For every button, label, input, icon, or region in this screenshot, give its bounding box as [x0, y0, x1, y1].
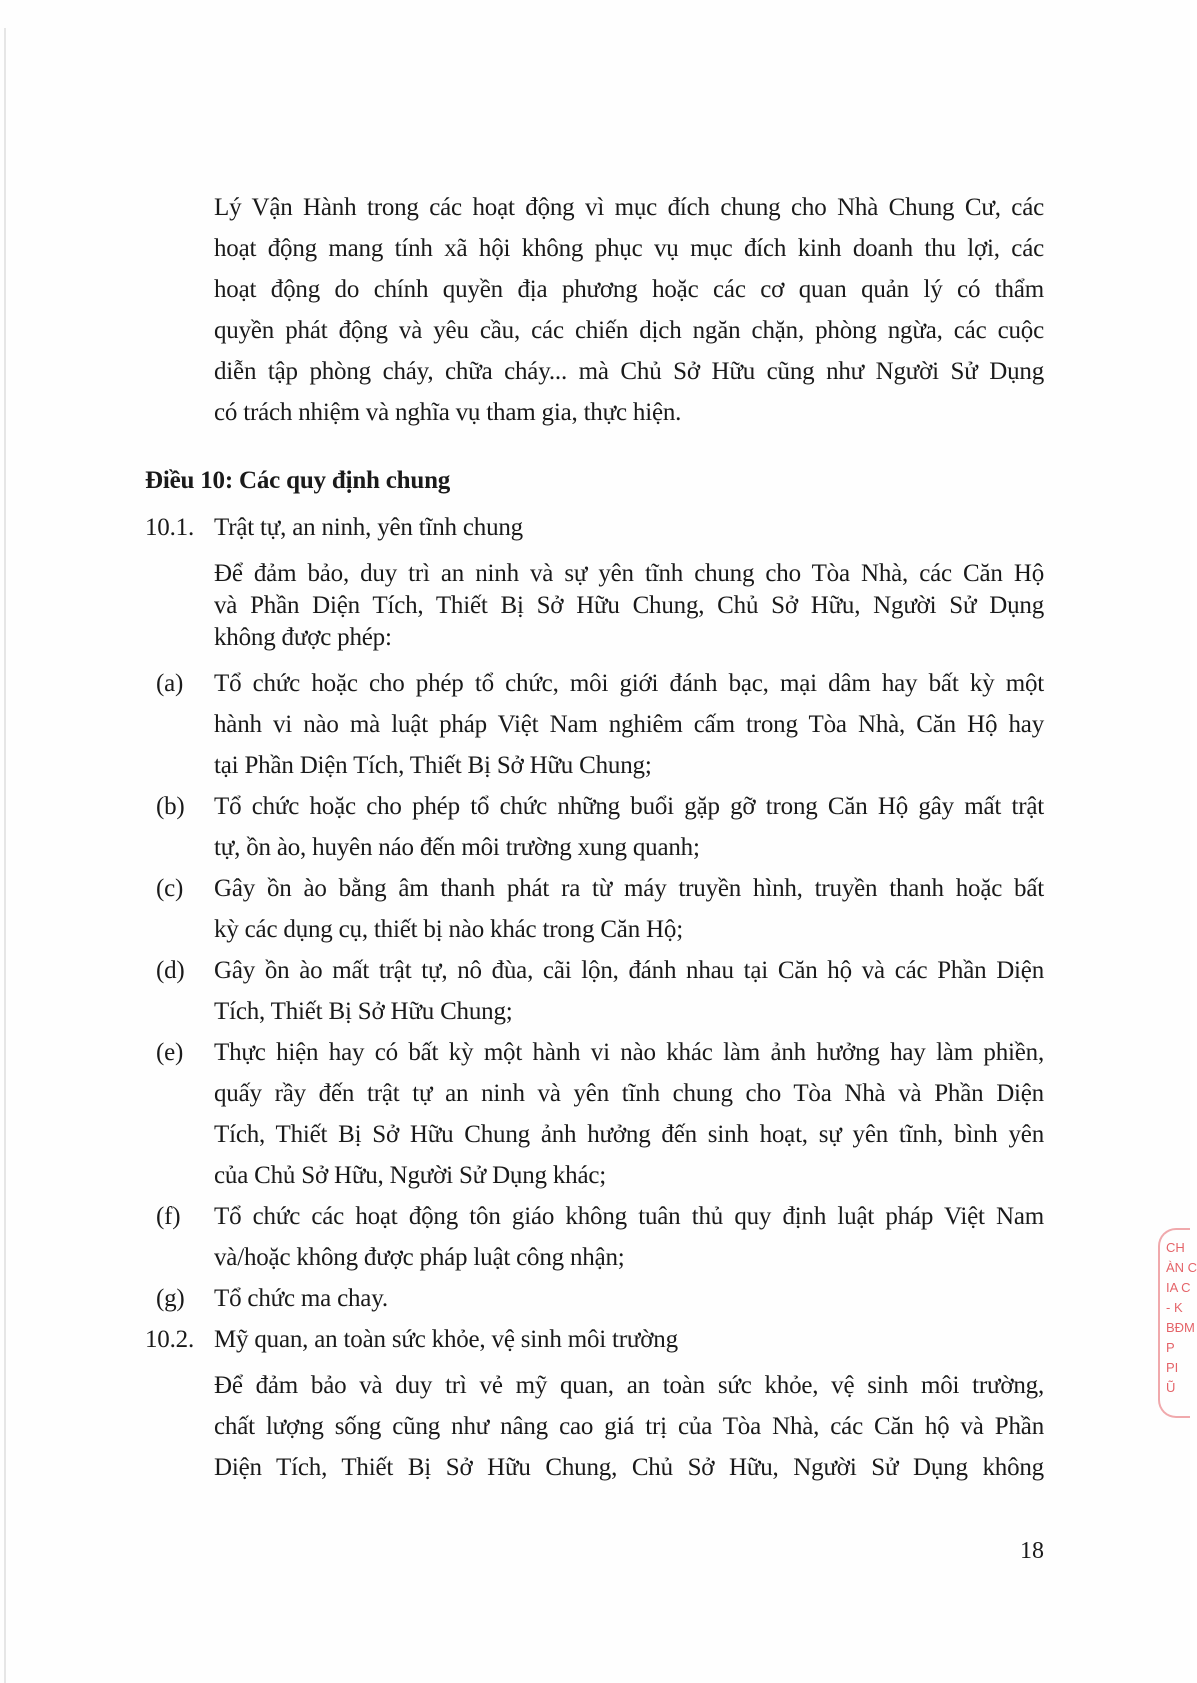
list-item-line: tại Phần Diện Tích, Thiết Bị Sở Hữu Chung; [214, 752, 652, 779]
stamp-fragment: PI [1166, 1360, 1179, 1375]
list-item-line: Tổ chức ma chay. [214, 1285, 388, 1312]
scan-edge-line [4, 28, 6, 1683]
list-item-line: Tích, Thiết Bị Sở Hữu Chung; [214, 998, 513, 1025]
section-lead-line: chất lượng sống cũng như nâng cao giá trị của Tòa Nhà, các Căn hộ và Phần [214, 1413, 1044, 1440]
list-item-line: hành vi nào mà luật pháp Việt Nam nghiêm cấm trong Tòa Nhà, Căn Hộ hay [214, 711, 1044, 738]
list-item-line: Tổ chức các hoạt động tôn giáo không tuân thủ quy định luật pháp Việt Nam [214, 1203, 1044, 1230]
list-item-line: kỳ các dụng cụ, thiết bị nào khác trong Căn Hộ; [214, 916, 683, 943]
list-item-line: tự, ồn ào, huyên náo đến môi trường xung quanh; [214, 834, 700, 861]
list-item-line: Tích, Thiết Bị Sở Hữu Chung ảnh hưởng đến sinh hoạt, sự yên tĩnh, bình yên [214, 1121, 1044, 1148]
article-heading: Điều 10: Các quy định chung [145, 467, 451, 494]
section-number: 10.2. [145, 1326, 195, 1353]
section-title: Mỹ quan, an toàn sức khỏe, vệ sinh môi trường [214, 1326, 678, 1353]
list-item-line: Tổ chức hoặc cho phép tổ chức, môi giới đánh bạc, mại dâm hay bất kỳ một [214, 670, 1044, 697]
list-item-label: (e) [156, 1039, 184, 1066]
section-lead-line: và Phần Diện Tích, Thiết Bị Sở Hữu Chung, Chủ Sở Hữu, Người Sử Dụng [214, 592, 1044, 619]
list-item-line: và/hoặc không được pháp luật công nhận; [214, 1244, 625, 1271]
stamp-fragment: ÀN C [1166, 1260, 1197, 1275]
intro-line: hoạt động mang tính xã hội không phục vụ mục đích kinh doanh thu lợi, các [214, 235, 1044, 262]
list-item-label: (c) [156, 875, 184, 902]
section-lead-line: Diện Tích, Thiết Bị Sở Hữu Chung, Chủ Sở Hữu, Người Sử Dụng không [214, 1454, 1044, 1481]
intro-line: quyền phát động và yêu cầu, các chiến dịch ngăn chặn, phòng ngừa, các cuộc [214, 317, 1044, 344]
section-title: Trật tự, an ninh, yên tĩnh chung [214, 514, 523, 541]
stamp-fragment: CH [1166, 1240, 1185, 1255]
stamp-fragment: Ũ [1166, 1380, 1176, 1395]
intro-line: có trách nhiệm và nghĩa vụ tham gia, thực hiện. [214, 399, 682, 426]
stamp-fragment: - K [1166, 1300, 1183, 1315]
list-item-label: (a) [156, 670, 184, 697]
stamp-fragment: P [1166, 1340, 1175, 1355]
section-number: 10.1. [145, 514, 195, 541]
stamp-fragment: IA C [1166, 1280, 1191, 1295]
list-item-label: (b) [156, 793, 185, 820]
seal-stamp [1158, 1228, 1197, 1418]
list-item-line: quấy rầy đến trật tự an ninh và yên tĩnh chung cho Tòa Nhà và Phần Diện [214, 1080, 1044, 1107]
section-lead-line: không được phép: [214, 624, 392, 651]
section-lead-line: Để đảm bảo và duy trì vẻ mỹ quan, an toàn sức khỏe, vệ sinh môi trường, [214, 1372, 1044, 1399]
list-item-label: (g) [156, 1285, 185, 1312]
list-item-label: (f) [156, 1203, 181, 1230]
page-number: 18 [1020, 1538, 1044, 1564]
list-item-line: Gây ồn ào bằng âm thanh phát ra từ máy truyền hình, truyền thanh hoặc bất [214, 875, 1044, 902]
stamp-fragment: BĐM [1166, 1320, 1195, 1335]
section-lead-line: Để đảm bảo, duy trì an ninh và sự yên tĩnh chung cho Tòa Nhà, các Căn Hộ [214, 560, 1044, 587]
intro-line: hoạt động do chính quyền địa phương hoặc các cơ quan quản lý có thẩm [214, 276, 1044, 303]
intro-line: Lý Vận Hành trong các hoạt động vì mục đích chung cho Nhà Chung Cư, các [214, 194, 1044, 221]
list-item-line: Gây ồn ào mất trật tự, nô đùa, cãi lộn, đánh nhau tại Căn hộ và các Phần Diện [214, 957, 1044, 984]
list-item-line: Tổ chức hoặc cho phép tổ chức những buổi gặp gỡ trong Căn Hộ gây mất trật [214, 793, 1044, 820]
intro-line: diễn tập phòng cháy, chữa cháy... mà Chủ Sở Hữu cũng như Người Sử Dụng [214, 358, 1044, 385]
list-item-line: Thực hiện hay có bất kỳ một hành vi nào khác làm ảnh hưởng hay làm phiền, [214, 1039, 1044, 1066]
list-item-label: (d) [156, 957, 185, 984]
list-item-line: của Chủ Sở Hữu, Người Sử Dụng khác; [214, 1162, 607, 1189]
